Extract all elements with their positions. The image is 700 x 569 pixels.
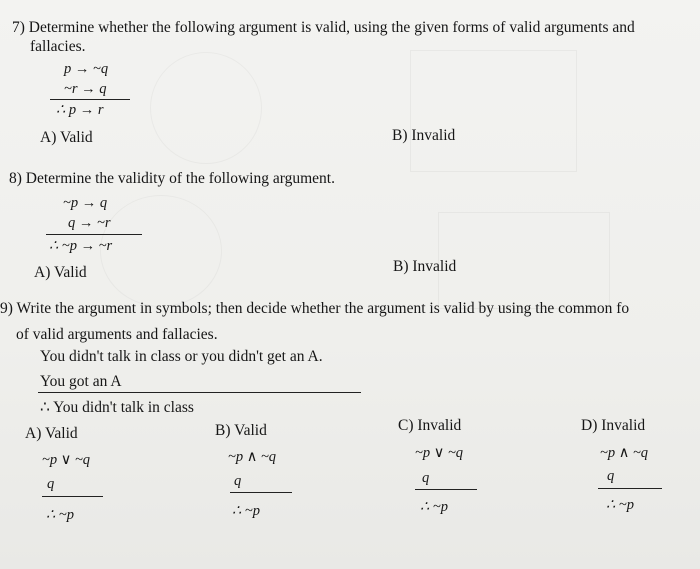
q8-option-a[interactable]: A) Valid — [34, 264, 87, 281]
q9-conclusion: ∴ You didn't talk in class — [40, 399, 194, 416]
q9-option-b-premise-1: ~p ∧ ~q — [228, 449, 277, 465]
q7-conclusion-rule — [50, 99, 130, 100]
q9-option-d-conclusion: ∴ ~p — [606, 497, 634, 513]
q7-premise-1: p → ~q — [64, 61, 109, 77]
q9-option-c-premise-2: q — [422, 470, 430, 486]
q9-option-c-label[interactable]: C) Invalid — [398, 417, 462, 434]
q9-prompt-line2: of valid arguments and fallacies. — [16, 326, 218, 343]
q9-option-c-premise-1: ~p ∨ ~q — [415, 445, 464, 461]
q9-option-c-conclusion: ∴ ~p — [420, 499, 448, 515]
q9-option-a-premise-2: q — [47, 476, 55, 492]
q7-option-b[interactable]: B) Invalid — [392, 127, 456, 144]
q8-option-b[interactable]: B) Invalid — [393, 258, 457, 275]
q9-premise-1: You didn't talk in class or you didn't get an A. — [40, 348, 323, 365]
q9-conclusion-rule — [38, 392, 361, 393]
q8-premise-1: ~p → q — [63, 195, 108, 211]
q7-prompt-line1: 7) Determine whether the following argument is valid, using the given forms of valid arguments and — [12, 19, 635, 36]
background-show-through-circle — [100, 195, 222, 307]
q9-option-b-label[interactable]: B) Valid — [215, 422, 267, 439]
q9-option-c-rule — [415, 489, 477, 490]
q9-prompt-line1: 9) Write the argument in symbols; then decide whether the argument is valid by using the common fo — [0, 300, 630, 317]
q8-conclusion: ∴ ~p → ~r — [49, 238, 113, 254]
q9-option-d-rule — [598, 488, 662, 489]
q9-option-a-conclusion: ∴ ~p — [46, 507, 74, 523]
q9-option-a-rule — [42, 496, 103, 497]
q9-option-a-premise-1: ~p ∨ ~q — [42, 452, 91, 468]
background-show-through-circle — [150, 52, 262, 164]
q9-option-d-label[interactable]: D) Invalid — [581, 417, 646, 434]
q8-conclusion-rule — [46, 234, 142, 235]
q9-option-b-conclusion: ∴ ~p — [232, 503, 260, 519]
q8-prompt: 8) Determine the validity of the following argument. — [9, 170, 335, 187]
q7-prompt-line2: fallacies. — [30, 38, 86, 55]
q8-premise-2: q → ~r — [68, 215, 111, 231]
q7-option-a[interactable]: A) Valid — [40, 129, 93, 146]
q7-conclusion: ∴ p → r — [56, 102, 104, 118]
q9-option-b-premise-2: q — [234, 473, 242, 489]
q7-premise-2: ~r → q — [64, 81, 107, 97]
q9-option-a-label[interactable]: A) Valid — [25, 425, 78, 442]
q9-option-d-premise-1: ~p ∧ ~q — [600, 445, 649, 461]
q9-premise-2: You got an A — [40, 373, 122, 390]
q9-option-d-premise-2: q — [607, 468, 615, 484]
q9-option-b-rule — [230, 492, 292, 493]
background-show-through-box — [438, 212, 610, 309]
background-show-through-box — [410, 50, 577, 172]
